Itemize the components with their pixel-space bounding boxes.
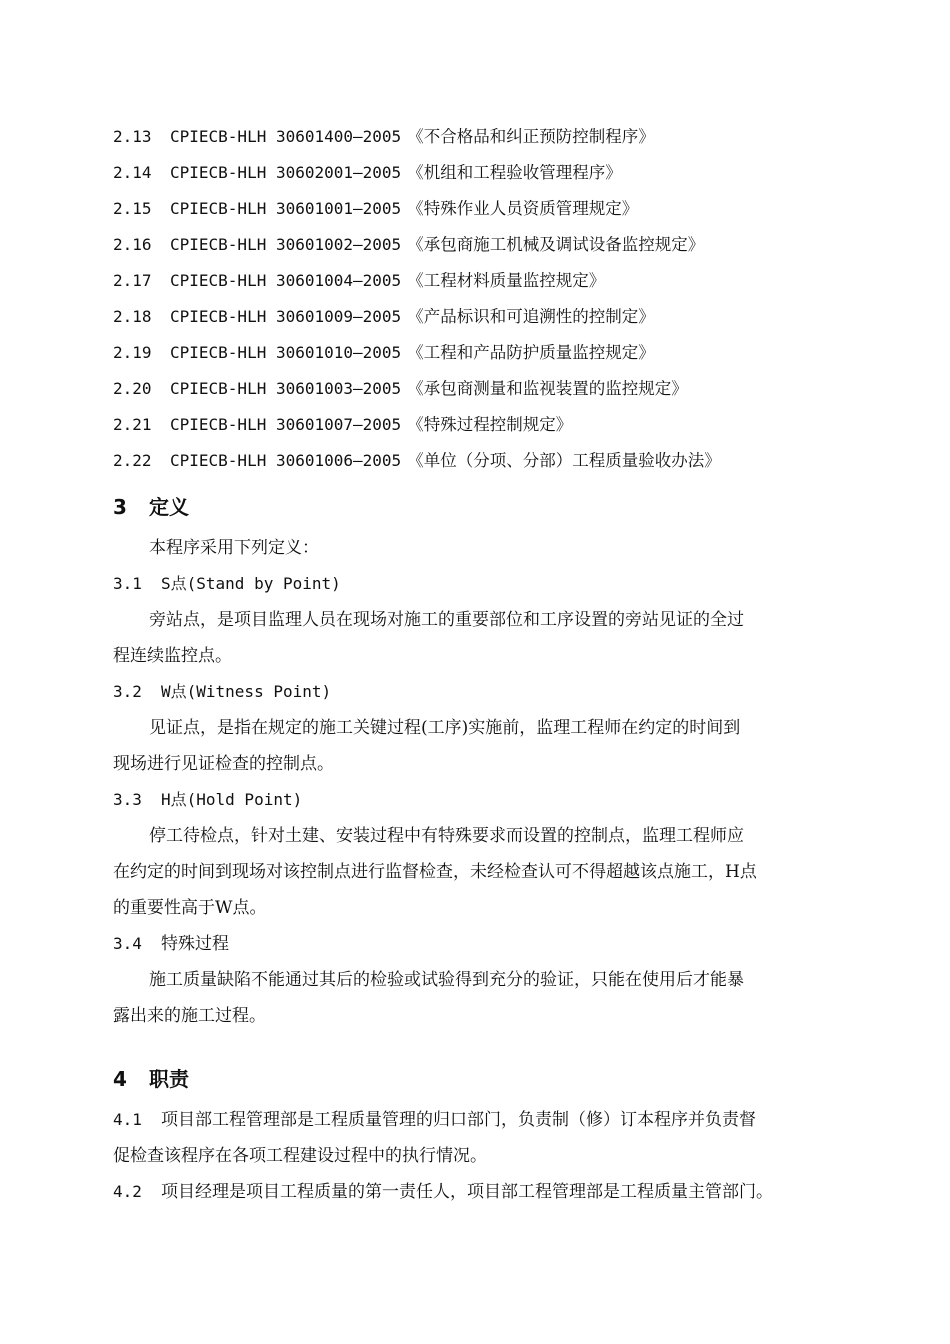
reference-title: 《承包商测量和监视装置的监控规定》 bbox=[407, 379, 688, 398]
definition-number: 3.1 bbox=[113, 574, 142, 593]
reference-title: 《工程和产品防护质量监控规定》 bbox=[407, 343, 655, 362]
responsibility-text: 项目部工程管理部是工程质量管理的归口部门，负责制（修）订本程序并负责督 bbox=[161, 1110, 756, 1130]
reference-number: 2.22 bbox=[113, 451, 152, 470]
definition-text: 在约定的时间到现场对该控制点进行监督检查，未经检查认可不得超越该点施工，H点 bbox=[113, 862, 757, 882]
reference-code: CPIECB-HLH 30601010—2005 bbox=[170, 343, 402, 362]
reference-title: 《产品标识和可追溯性的控制定》 bbox=[407, 307, 655, 326]
reference-code: CPIECB-HLH 30601007—2005 bbox=[170, 415, 402, 434]
definition-heading bbox=[113, 786, 853, 822]
reference-title: 《特殊过程控制规定》 bbox=[407, 415, 573, 434]
definition-label: W点(Witness Point) bbox=[161, 682, 332, 701]
section-title: 定义 bbox=[149, 495, 189, 519]
definition-text: 的重要性高于W点。 bbox=[113, 898, 267, 918]
definition-number: 3.2 bbox=[113, 682, 142, 701]
reference-number: 2.15 bbox=[113, 199, 152, 218]
reference-item bbox=[113, 375, 873, 411]
reference-code: CPIECB-HLH 30601001—2005 bbox=[170, 199, 402, 218]
reference-title: 《机组和工程验收管理程序》 bbox=[407, 163, 622, 182]
definition-label: H点(Hold Point) bbox=[161, 790, 303, 809]
definition-text: 停工待检点，针对土建、安装过程中有特殊要求而设置的控制点，监理工程师应 bbox=[149, 826, 744, 846]
section-heading bbox=[113, 1065, 853, 1101]
reference-code: CPIECB-HLH 30601400—2005 bbox=[170, 127, 402, 146]
reference-code: CPIECB-HLH 30602001—2005 bbox=[170, 163, 402, 182]
reference-code: CPIECB-HLH 30601004—2005 bbox=[170, 271, 402, 290]
definition-heading bbox=[113, 570, 853, 606]
reference-code: CPIECB-HLH 30601003—2005 bbox=[170, 379, 402, 398]
responsibility-number: 4.2 bbox=[113, 1182, 142, 1201]
reference-item bbox=[113, 159, 873, 195]
reference-code: CPIECB-HLH 30601006—2005 bbox=[170, 451, 402, 470]
definition-number: 3.4 bbox=[113, 934, 142, 953]
reference-number: 2.14 bbox=[113, 163, 152, 182]
reference-list bbox=[113, 123, 873, 483]
reference-number: 2.21 bbox=[113, 415, 152, 434]
reference-number: 2.17 bbox=[113, 271, 152, 290]
reference-title: 《不合格品和纠正预防控制程序》 bbox=[407, 127, 655, 146]
section-definitions bbox=[113, 493, 853, 1038]
definition-text: 施工质量缺陷不能通过其后的检验或试验得到充分的验证，只能在使用后才能暴 bbox=[149, 970, 744, 990]
definition-text: 旁站点，是项目监理人员在现场对施工的重要部位和工序设置的旁站见证的全过 bbox=[149, 610, 744, 630]
section-number: 4 bbox=[113, 1067, 127, 1091]
reference-title: 《工程材料质量监控规定》 bbox=[407, 271, 606, 290]
reference-item bbox=[113, 123, 873, 159]
reference-title: 《承包商施工机械及调试设备监控规定》 bbox=[407, 235, 705, 254]
definition-text: 露出来的施工过程。 bbox=[113, 1006, 266, 1026]
reference-number: 2.16 bbox=[113, 235, 152, 254]
reference-number: 2.20 bbox=[113, 379, 152, 398]
section-number: 3 bbox=[113, 495, 127, 519]
definition-heading bbox=[113, 930, 853, 966]
responsibility-item bbox=[113, 1178, 853, 1214]
reference-title: 《特殊作业人员资质管理规定》 bbox=[407, 199, 639, 218]
reference-number: 2.18 bbox=[113, 307, 152, 326]
section-heading bbox=[113, 493, 853, 529]
reference-item bbox=[113, 303, 873, 339]
reference-number: 2.19 bbox=[113, 343, 152, 362]
definition-text: 见证点，是指在规定的施工关键过程(工序)实施前，监理工程师在约定的时间到 bbox=[149, 718, 741, 738]
responsibility-number: 4.1 bbox=[113, 1110, 142, 1129]
reference-title: 《单位（分项、分部）工程质量验收办法》 bbox=[407, 451, 721, 470]
reference-item bbox=[113, 411, 873, 447]
reference-code: CPIECB-HLH 30601002—2005 bbox=[170, 235, 402, 254]
reference-item bbox=[113, 339, 873, 375]
responsibility-text: 促检查该程序在各项工程建设过程中的执行情况。 bbox=[113, 1146, 487, 1166]
reference-item bbox=[113, 231, 873, 267]
responsibility-item bbox=[113, 1106, 853, 1142]
definition-label: S点(Stand by Point) bbox=[161, 574, 341, 593]
definition-number: 3.3 bbox=[113, 790, 142, 809]
reference-code: CPIECB-HLH 30601009—2005 bbox=[170, 307, 402, 326]
section-title: 职责 bbox=[149, 1067, 189, 1091]
section-responsibilities bbox=[113, 1065, 853, 1214]
reference-number: 2.13 bbox=[113, 127, 152, 146]
responsibility-text: 项目经理是项目工程质量的第一责任人，项目部工程管理部是工程质量主管部门。 bbox=[161, 1182, 773, 1202]
definition-heading bbox=[113, 678, 853, 714]
reference-item bbox=[113, 447, 873, 483]
definition-text: 程连续监控点。 bbox=[113, 646, 232, 666]
section-intro: 本程序采用下列定义： bbox=[149, 538, 319, 558]
reference-item bbox=[113, 267, 873, 303]
definition-label: 特殊过程 bbox=[161, 934, 229, 954]
reference-item bbox=[113, 195, 873, 231]
definition-text: 现场进行见证检查的控制点。 bbox=[113, 754, 334, 774]
